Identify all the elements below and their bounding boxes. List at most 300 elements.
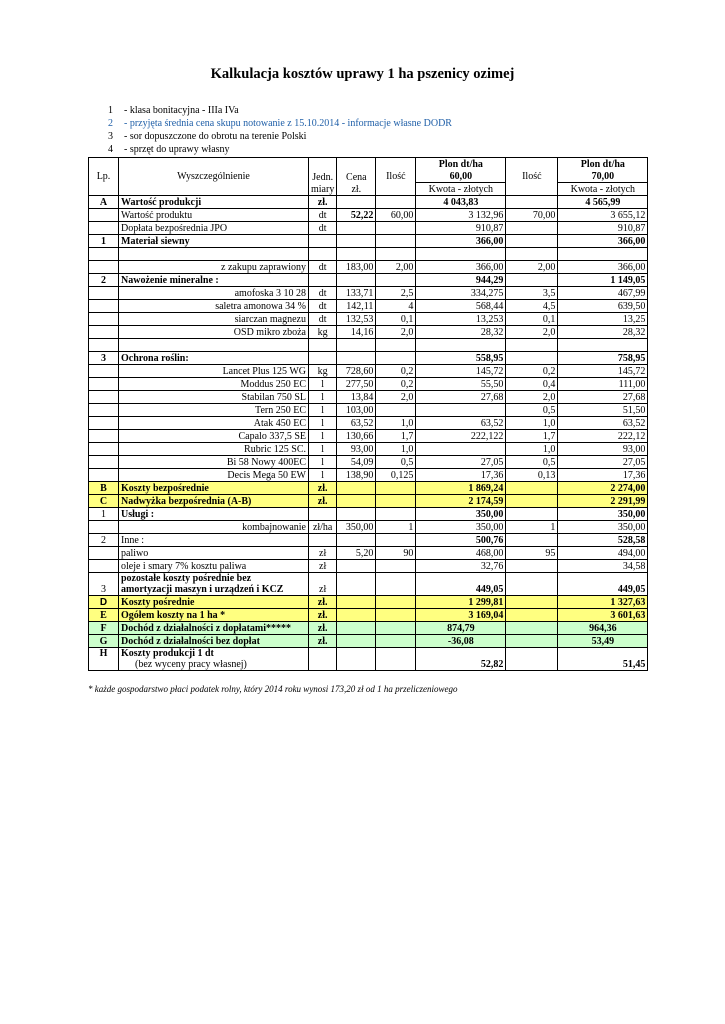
row-qty-2: 1,0 [506, 417, 558, 430]
row-amount-2: 51,50 [558, 404, 648, 417]
row-amount-2: 17,36 [558, 469, 648, 482]
row-qty-1 [376, 339, 416, 352]
row-qty-2 [506, 508, 558, 521]
row-qty-2: 1,7 [506, 430, 558, 443]
row-name: amofoska 3 10 28 [119, 287, 309, 300]
row-amount-2: 145,72 [558, 365, 648, 378]
table-row [89, 469, 648, 482]
row-qty-1: 1,0 [376, 417, 416, 430]
table-row [89, 456, 648, 469]
row-name: Koszty pośrednie [119, 596, 309, 609]
row-amount-1: 63,52 [416, 417, 506, 430]
row-lp: G [89, 635, 119, 648]
row-qty-2 [506, 495, 558, 508]
header-row [89, 158, 648, 171]
row-amount-2: 111,00 [558, 378, 648, 391]
row-amount-1: 27,68 [416, 391, 506, 404]
table-row [89, 648, 648, 671]
note-number: 2 [108, 118, 113, 129]
row-amount-1 [416, 404, 506, 417]
row-amount-2: 449,05 [558, 573, 648, 596]
header-ilosc2: Ilość [506, 158, 558, 196]
row-amount-1: 468,00 [416, 547, 506, 560]
row-name: Nadwyżka bezpośrednia (A-B) [119, 495, 309, 508]
row-amount-2: 28,32 [558, 326, 648, 339]
row-price [337, 235, 376, 248]
row-qty-2: 0,5 [506, 456, 558, 469]
row-unit: dt [309, 209, 337, 222]
row-amount-1: 334,275 [416, 287, 506, 300]
row-unit: dt [309, 222, 337, 235]
row-amount-2: 3 601,63 [558, 609, 648, 622]
row-name: siarczan magnezu [119, 313, 309, 326]
row-lp: 2 [89, 274, 119, 287]
row-price: 52,22 [337, 209, 376, 222]
page-title: Kalkulacja kosztów uprawy 1 ha pszenicy ozimej [210, 66, 515, 82]
row-amount-1: 1 869,24 [416, 482, 506, 495]
row-qty-2 [506, 648, 558, 671]
row-qty-2 [506, 339, 558, 352]
row-name: Atak 450 EC [119, 417, 309, 430]
summary-row [89, 635, 648, 648]
row-unit [309, 352, 337, 365]
row-price [337, 635, 376, 648]
row-qty-2: 4,5 [506, 300, 558, 313]
row-qty-2 [506, 196, 558, 209]
row-unit: dt [309, 261, 337, 274]
row-price [337, 622, 376, 635]
row-qty-1 [376, 222, 416, 235]
row-unit [309, 508, 337, 521]
row-amount-1: 874,79 [416, 622, 506, 635]
note-number: 1 [108, 105, 113, 116]
row-unit [309, 274, 337, 287]
row-price: 138,90 [337, 469, 376, 482]
row-amount-2: 1 327,63 [558, 596, 648, 609]
row-price: 277,50 [337, 378, 376, 391]
row-amount-2: 910,87 [558, 222, 648, 235]
row-qty-1 [376, 596, 416, 609]
row-price: 103,00 [337, 404, 376, 417]
row-name: Inne : [119, 534, 309, 547]
table-row [89, 443, 648, 456]
row-name-line-1: Koszty produkcji 1 dt [121, 648, 214, 659]
row-qty-1: 1,0 [376, 443, 416, 456]
row-unit: l [309, 443, 337, 456]
row-name: Moddus 250 EC [119, 378, 309, 391]
row-amount-1 [416, 339, 506, 352]
row-qty-2 [506, 534, 558, 547]
footnote: * każde gospodarstwo płaci podatek rolny, który 2014 roku wynosi 173,20 zł od 1 ha przeliczeniowego [88, 684, 458, 694]
row-amount-2: 964,36 [558, 622, 648, 635]
row-qty-2 [506, 352, 558, 365]
row-amount-1: 910,87 [416, 222, 506, 235]
row-amount-2: 34,58 [558, 560, 648, 573]
row-unit: zł [309, 547, 337, 560]
row-unit: dt [309, 287, 337, 300]
row-name-line-2: amortyzacji maszyn i urządzeń i KCZ [121, 584, 284, 595]
note-item [108, 130, 452, 143]
row-qty-1: 0,2 [376, 365, 416, 378]
row-unit: zł. [309, 495, 337, 508]
row-name: Koszty bezpośrednie [119, 482, 309, 495]
row-qty-1 [376, 609, 416, 622]
row-qty-2 [506, 635, 558, 648]
row-name: OSD mikro zboża [119, 326, 309, 339]
row-amount-1: 500,76 [416, 534, 506, 547]
row-amount-1: 32,76 [416, 560, 506, 573]
table-row [89, 482, 648, 495]
row-unit: l [309, 378, 337, 391]
row-amount-2: 13,25 [558, 313, 648, 326]
row-qty-2 [506, 560, 558, 573]
header-jedn [309, 158, 337, 171]
row-qty-2: 3,5 [506, 287, 558, 300]
row-qty-2: 2,00 [506, 261, 558, 274]
table-row [89, 196, 648, 209]
row-lp [89, 339, 119, 352]
row-qty-1 [376, 196, 416, 209]
row-amount-2: 366,00 [558, 235, 648, 248]
row-name-line-2: (bez wyceny pracy własnej) [135, 659, 247, 670]
row-amount-1: 1 299,81 [416, 596, 506, 609]
row-name: Decis Mega 50 EW [119, 469, 309, 482]
row-lp [89, 378, 119, 391]
row-unit: zł. [309, 635, 337, 648]
row-lp [89, 248, 119, 261]
table-row [89, 287, 648, 300]
row-price [337, 609, 376, 622]
row-price [337, 222, 376, 235]
row-unit [309, 235, 337, 248]
note-number: 4 [108, 144, 113, 155]
row-lp [89, 456, 119, 469]
row-price: 133,71 [337, 287, 376, 300]
row-name: Bi 58 Nowy 400EC [119, 456, 309, 469]
table-row [89, 391, 648, 404]
row-name: Dochód z działalności z dopłatami***** [119, 622, 309, 635]
row-lp [89, 430, 119, 443]
row-qty-2 [506, 235, 558, 248]
row-lp: 1 [89, 235, 119, 248]
row-price [337, 534, 376, 547]
row-lp: 1 [89, 508, 119, 521]
row-name: Ochrona roślin: [119, 352, 309, 365]
row-name: Lancet Plus 125 WG [119, 365, 309, 378]
row-lp: F [89, 622, 119, 635]
row-price: 728,60 [337, 365, 376, 378]
row-unit: zł. [309, 196, 337, 209]
header-ilosc: Ilość [376, 158, 416, 196]
row-amount-1: 350,00 [416, 521, 506, 534]
row-price: 132,53 [337, 313, 376, 326]
row-lp: H [89, 648, 119, 671]
row-lp [89, 521, 119, 534]
row-name: saletra amonowa 34 % [119, 300, 309, 313]
row-amount-2: 350,00 [558, 521, 648, 534]
table-row [89, 326, 648, 339]
row-qty-2 [506, 274, 558, 287]
row-lp [89, 391, 119, 404]
row-name-line-1: pozostałe koszty pośrednie bez [121, 573, 252, 584]
header-cena [337, 158, 376, 171]
table-row [89, 235, 648, 248]
table-row [89, 495, 648, 508]
row-amount-1: 558,95 [416, 352, 506, 365]
row-qty-2 [506, 482, 558, 495]
row-name: Rubric 125 SC. [119, 443, 309, 456]
row-name: Stabilan 750 SL [119, 391, 309, 404]
note-item [108, 117, 452, 130]
row-amount-1: 27,05 [416, 456, 506, 469]
row-price [337, 508, 376, 521]
row-unit: l [309, 391, 337, 404]
row-amount-1: 366,00 [416, 261, 506, 274]
row-amount-2: 222,12 [558, 430, 648, 443]
row-name: Tern 250 EC [119, 404, 309, 417]
cost-table [88, 157, 648, 671]
row-name: oleje i smary 7% kosztu paliwa [119, 560, 309, 573]
row-amount-2: 51,45 [558, 648, 648, 671]
row-amount-2: 2 274,00 [558, 482, 648, 495]
row-price [337, 274, 376, 287]
row-amount-2: 1 149,05 [558, 274, 648, 287]
table-row [89, 417, 648, 430]
row-unit: zł [309, 573, 337, 596]
row-amount-1: -36,08 [416, 635, 506, 648]
row-lp [89, 365, 119, 378]
table-row [89, 209, 648, 222]
row-qty-1: 2,5 [376, 287, 416, 300]
row-qty-1 [376, 404, 416, 417]
row-price [337, 482, 376, 495]
row-lp [89, 222, 119, 235]
header-kwota2: Kwota - złotych [558, 183, 648, 196]
row-qty-2: 1 [506, 521, 558, 534]
row-lp: B [89, 482, 119, 495]
row-qty-2: 0,13 [506, 469, 558, 482]
row-name: Ogółem koszty na 1 ha * [119, 609, 309, 622]
table-row [89, 521, 648, 534]
row-lp [89, 287, 119, 300]
row-name [119, 339, 309, 352]
row-lp [89, 209, 119, 222]
row-qty-1 [376, 635, 416, 648]
row-amount-2: 467,99 [558, 287, 648, 300]
row-qty-1 [376, 274, 416, 287]
row-name [119, 648, 309, 671]
row-price [337, 573, 376, 596]
row-price [337, 648, 376, 671]
header-wyszczegolnienie: Wyszczególnienie [119, 158, 309, 196]
table-row [89, 404, 648, 417]
row-amount-2: 27,68 [558, 391, 648, 404]
header-cena-2: zł. [337, 183, 376, 196]
row-qty-2 [506, 622, 558, 635]
row-amount-2 [558, 339, 648, 352]
row-unit [309, 339, 337, 352]
row-price [337, 196, 376, 209]
header-jedn-2: miary [309, 183, 337, 196]
row-amount-1 [416, 443, 506, 456]
table-row [89, 313, 648, 326]
header-plon2: Plon dt/ha [558, 158, 648, 171]
row-amount-2: 3 655,12 [558, 209, 648, 222]
table-row [89, 274, 648, 287]
row-qty-2 [506, 573, 558, 596]
row-lp [89, 443, 119, 456]
row-unit [309, 534, 337, 547]
header-jedn-1: Jedn. [309, 170, 337, 183]
row-amount-2: 350,00 [558, 508, 648, 521]
header-cena-1: Cena [337, 170, 376, 183]
row-unit: l [309, 417, 337, 430]
row-lp: 3 [89, 573, 119, 596]
row-lp [89, 417, 119, 430]
row-qty-1 [376, 534, 416, 547]
header-lp: Lp. [89, 158, 119, 196]
row-qty-1 [376, 648, 416, 671]
row-amount-1 [416, 248, 506, 261]
row-unit [309, 248, 337, 261]
row-qty-1: 2,00 [376, 261, 416, 274]
row-amount-1: 3 169,04 [416, 609, 506, 622]
row-lp: A [89, 196, 119, 209]
row-unit: l [309, 456, 337, 469]
table-row [89, 378, 648, 391]
row-unit: zł. [309, 609, 337, 622]
row-amount-1: 222,122 [416, 430, 506, 443]
row-price: 54,09 [337, 456, 376, 469]
row-qty-1: 90 [376, 547, 416, 560]
row-lp [89, 261, 119, 274]
row-unit: dt [309, 313, 337, 326]
row-unit: zł. [309, 596, 337, 609]
table-row [89, 222, 648, 235]
row-unit: dt [309, 300, 337, 313]
row-price: 183,00 [337, 261, 376, 274]
row-qty-2: 2,0 [506, 391, 558, 404]
row-qty-1 [376, 573, 416, 596]
note-item [108, 143, 452, 156]
row-price [337, 596, 376, 609]
table-row [89, 547, 648, 560]
row-unit: kg [309, 365, 337, 378]
row-amount-1: 944,29 [416, 274, 506, 287]
row-name: Capalo 337,5 SE [119, 430, 309, 443]
table-row [89, 560, 648, 573]
row-unit: kg [309, 326, 337, 339]
header-plon1-value: 60,00 [416, 170, 506, 183]
row-qty-2 [506, 222, 558, 235]
row-name: Materiał siewny [119, 235, 309, 248]
row-unit: l [309, 469, 337, 482]
row-name: Usługi : [119, 508, 309, 521]
note-text: - klasa bonitacyjna - IIIa IVa [124, 105, 239, 116]
row-unit: zł [309, 560, 337, 573]
row-qty-1: 0,1 [376, 313, 416, 326]
row-qty-1 [376, 235, 416, 248]
row-qty-1 [376, 508, 416, 521]
row-amount-1: 350,00 [416, 508, 506, 521]
row-name: paliwo [119, 547, 309, 560]
row-lp [89, 326, 119, 339]
row-lp [89, 469, 119, 482]
row-amount-1: 28,32 [416, 326, 506, 339]
row-name: Dopłata bezpośrednia JPO [119, 222, 309, 235]
row-unit: zł. [309, 482, 337, 495]
row-qty-1 [376, 248, 416, 261]
row-qty-2: 70,00 [506, 209, 558, 222]
row-qty-2 [506, 248, 558, 261]
row-qty-1: 0,125 [376, 469, 416, 482]
row-qty-1 [376, 482, 416, 495]
row-lp: 2 [89, 534, 119, 547]
row-lp: E [89, 609, 119, 622]
row-price [337, 495, 376, 508]
table-row [89, 573, 648, 596]
row-amount-1: 366,00 [416, 235, 506, 248]
row-name: Nawożenie mineralne : [119, 274, 309, 287]
row-qty-1 [376, 560, 416, 573]
row-qty-1: 4 [376, 300, 416, 313]
summary-row [89, 609, 648, 622]
row-lp [89, 560, 119, 573]
row-unit [309, 648, 337, 671]
row-lp: D [89, 596, 119, 609]
row-amount-2: 4 565,99 [558, 196, 648, 209]
note-text: - sprzęt do uprawy własny [124, 144, 230, 155]
row-qty-1: 0,2 [376, 378, 416, 391]
row-qty-1: 1 [376, 521, 416, 534]
table-row [89, 508, 648, 521]
row-qty-1 [376, 622, 416, 635]
note-text: - przyjęta średnia cena skupu notowanie z 15.10.2014 - informacje własne DODR [124, 118, 452, 129]
row-qty-1: 2,0 [376, 326, 416, 339]
notes-list [108, 104, 452, 156]
row-qty-2: 2,0 [506, 326, 558, 339]
table-row [89, 261, 648, 274]
row-amount-2: 758,95 [558, 352, 648, 365]
row-name: Dochód z działalności bez dopłat [119, 635, 309, 648]
row-qty-1: 2,0 [376, 391, 416, 404]
row-qty-1: 0,5 [376, 456, 416, 469]
row-amount-2: 528,58 [558, 534, 648, 547]
row-qty-2: 0,1 [506, 313, 558, 326]
row-lp [89, 300, 119, 313]
row-lp: C [89, 495, 119, 508]
row-price: 5,20 [337, 547, 376, 560]
row-qty-2: 0,4 [506, 378, 558, 391]
row-qty-2: 1,0 [506, 443, 558, 456]
row-amount-2: 639,50 [558, 300, 648, 313]
row-unit: zł. [309, 622, 337, 635]
row-amount-1: 449,05 [416, 573, 506, 596]
note-item [108, 104, 452, 117]
row-price: 350,00 [337, 521, 376, 534]
note-text: - sor dopuszczone do obrotu na terenie Polski [124, 131, 307, 142]
row-price: 63,52 [337, 417, 376, 430]
row-name: Wartość produktu [119, 209, 309, 222]
row-lp: 3 [89, 352, 119, 365]
row-lp [89, 547, 119, 560]
row-qty-2: 0,5 [506, 404, 558, 417]
row-qty-1: 60,00 [376, 209, 416, 222]
row-amount-2: 93,00 [558, 443, 648, 456]
row-amount-2: 53,49 [558, 635, 648, 648]
table-row [89, 339, 648, 352]
header-kwota1: Kwota - złotych [416, 183, 506, 196]
